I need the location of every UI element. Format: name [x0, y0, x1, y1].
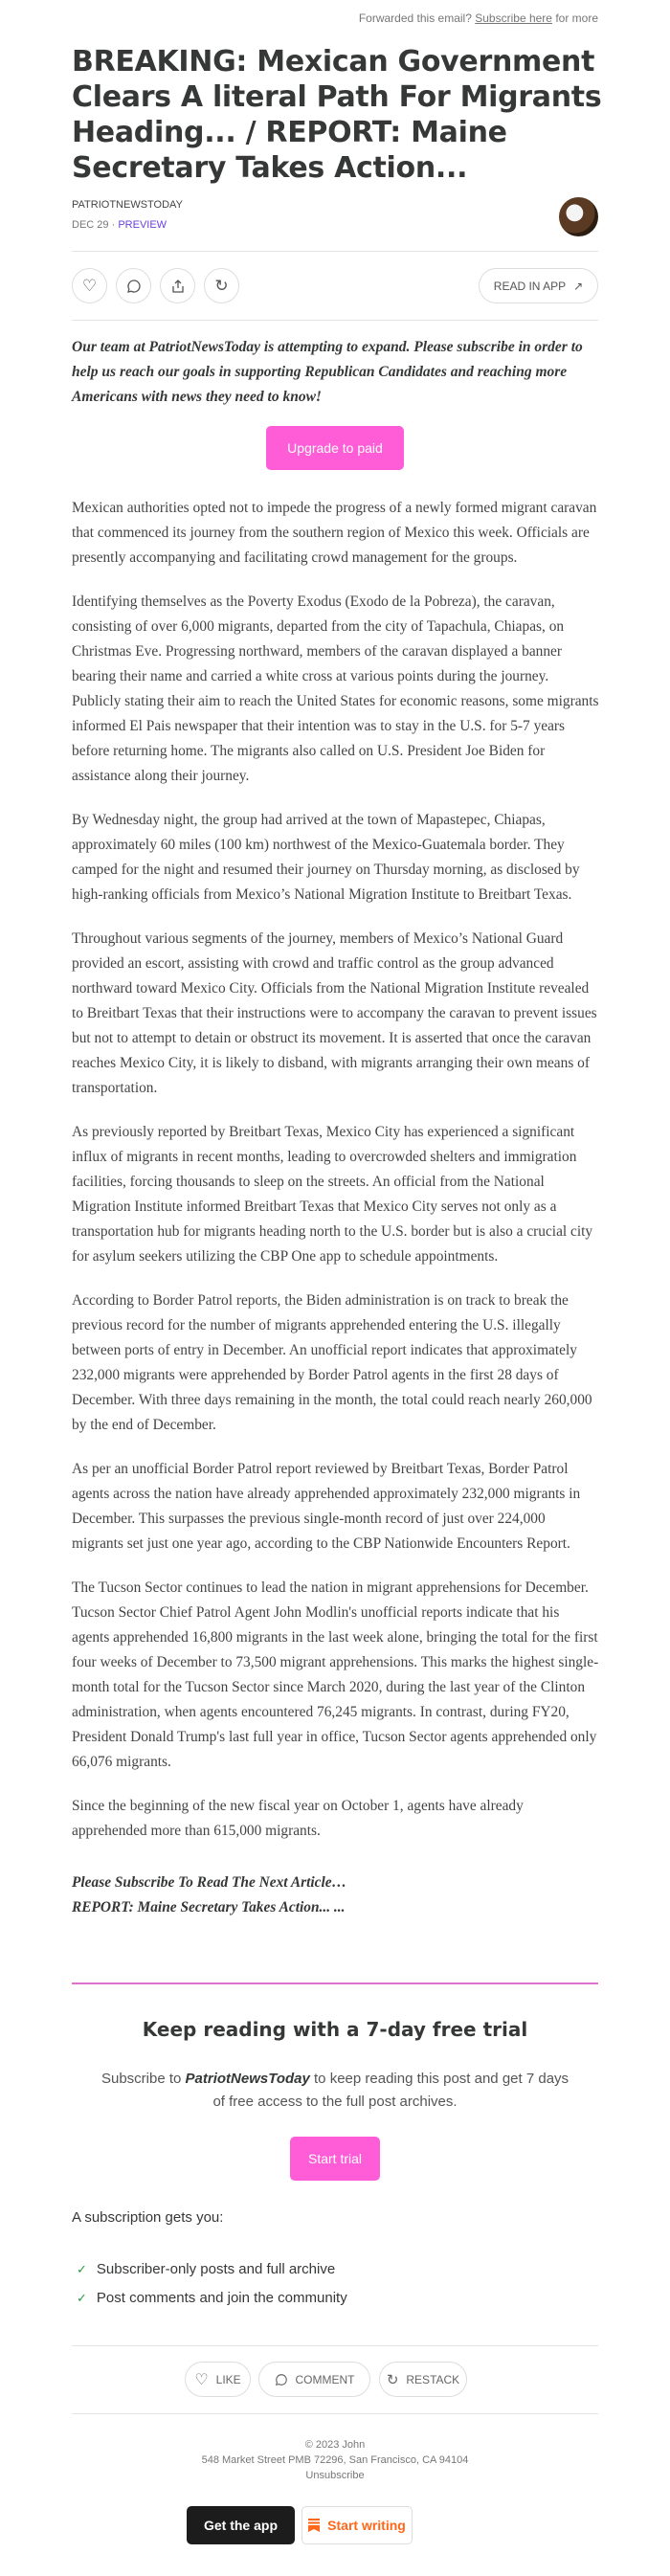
benefit-item [77, 2261, 335, 2277]
arrow-up-right-icon: ↗ [573, 279, 584, 293]
like-button[interactable] [185, 2362, 251, 2397]
comment-icon-button[interactable] [116, 268, 151, 303]
unsubscribe-link[interactable]: Unsubscribe [305, 2470, 365, 2481]
publication-name[interactable]: PATRIOTNEWSTODAY [72, 199, 183, 211]
paywall-divider [72, 1982, 598, 1984]
start-trial-button[interactable]: Start trial [290, 2137, 380, 2181]
divider [72, 2413, 598, 2414]
divider [72, 2345, 598, 2346]
start-writing-button[interactable] [302, 2506, 413, 2544]
address: 548 Market Street PMB 72296, San Francisco, CA 94104 [201, 2454, 469, 2466]
forwarded-notice [359, 11, 598, 25]
comment-icon [275, 2373, 288, 2386]
article-body [72, 496, 600, 1920]
post-date: DEC 29 [72, 219, 109, 231]
share-icon [170, 279, 186, 294]
restack-label: RESTACK [406, 2372, 460, 2386]
paragraph: As per an unofficial Border Patrol report reviewed by Breitbart Texas, Border Patrol agents across the nation have already apprehended approximately 232,000 migrants in December. This surpasses the previous single-month record of just over 224,000 migrants set just one year ago, according to the CBP Nationwide Encounters Report. [72, 1461, 581, 1552]
comment-icon [126, 279, 142, 294]
subscribe-here-link[interactable]: Subscribe here [475, 11, 552, 25]
sub-suffix: to keep reading this post and get 7 days of free access to the full post archives. [212, 2071, 570, 2110]
check-icon: ✓ [77, 2291, 87, 2305]
paragraph: Mexican authorities opted not to impede the progress of a newly formed migrant caravan that commenced its journey from the southern region of Mexico this week. Officials are presently accompanying and facilitating crowd management for the groups. [72, 500, 597, 566]
restack-icon: ↻ [386, 2371, 399, 2388]
paragraph: As previously reported by Breitbart Texas, Mexico City has experienced a significant influx of migrants in recent months, leading to overcrowded shelters and immigration facilities, forcing thousands to sleep on the streets. An official from the National Migration Institute informed Breitbart Texas that Mexico City serves not only as a transportation hub for migrants heading north to the U.S. border but is also a crucial city for asylum seekers utilizing the CBP One app to schedule appointments. [72, 1124, 593, 1265]
benefit-item [77, 2290, 347, 2306]
upgrade-to-paid-button[interactable]: Upgrade to paid [266, 426, 404, 470]
comment-label: COMMENT [295, 2372, 355, 2386]
read-in-app-button[interactable] [479, 268, 598, 303]
paragraph: The Tucson Sector continues to lead the nation in migrant apprehensions for December. Tucson Sector Chief Patrol Agent John Modlin's unofficial reports indicate that his agents apprehended 16,800 migrants in the last week alone, bringing the total for the first four weeks of December to 73,500 migrant apprehensions. This marks the highest single-month total for the Tucson Sector since March 2020, during the last year of the Clinton administration, when agents encountered 76,245 migrants. In contrast, during FY20, President Donald Trump's last full year in office, Tucson Sector agents apprehended only 66,076 migrants. [72, 1579, 599, 1770]
restack-icon-button[interactable]: ↻ [204, 268, 239, 303]
benefits-heading: A subscription gets you: [72, 2209, 224, 2226]
outro-line: REPORT: Maine Secretary Takes Action... ... [72, 1899, 346, 1915]
sub-publication: PatriotNewsToday [185, 2071, 310, 2087]
comment-button[interactable] [258, 2362, 370, 2397]
outro-line: Please Subscribe To Read The Next Article… [72, 1874, 346, 1891]
divider [72, 320, 598, 321]
check-icon: ✓ [77, 2262, 87, 2276]
read-in-app-label: READ IN APP [493, 279, 567, 293]
bookmark-icon [308, 2519, 320, 2532]
paragraph: By Wednesday night, the group had arrived at the town of Mapastepec, Chiapas, approximately 60 miles (100 km) northwest of the Mexico-Guatemala border. They camped for the night and resumed their journey on Thursday morning, as disclosed by high-ranking officials from Mexico’s National Migration Institute to Breitbart Texas. [72, 812, 580, 903]
meta-separator: · [111, 219, 116, 231]
benefit-label: Subscriber-only posts and full archive [96, 2261, 336, 2277]
divider [72, 251, 598, 252]
forwarded-text: Forwarded this email? [358, 11, 472, 25]
outro [72, 1870, 600, 1920]
paragraph: According to Border Patrol reports, the Biden administration is on track to break the previous record for the number of migrants apprehended entering the U.S. illegally between ports of entry in December. An unofficial report indicates that approximately 232,000 migrants were apprehended by Border Patrol agents in the first 28 days of December. With three days remaining in the month, the total could reach nearly 260,000 by the end of December. [72, 1292, 592, 1433]
like-icon-button[interactable]: ♡ [72, 268, 107, 303]
paragraph: Throughout various segments of the journey, members of Mexico’s National Guard provided an escort, assisting with crowd and traffic control as the group advanced northward toward Mexico City. Officials from the National Migration Institute revealed to Breitbart Texas that their instructions were to accompany the caravan to prevent issues but not to attempt to detain or obstruct its movement. It is asserted that once the caravan reaches Mexico City, it is likely to disband, with migrants arranging their own means of transportation. [72, 930, 597, 1096]
publication-avatar[interactable] [559, 197, 598, 236]
like-label: LIKE [215, 2372, 241, 2386]
post-title: BREAKING: Mexican Government Clears A literal Path For Migrants Heading... / REPORT: Maine Secretary Takes Action... [72, 45, 602, 185]
paywall-heading: Keep reading with a 7-day free trial [142, 2018, 528, 2041]
benefit-label: Post comments and join the community [96, 2290, 347, 2306]
for-more-text: for more [555, 11, 598, 25]
heart-icon: ♡ [194, 2371, 209, 2388]
start-writing-label: Start writing [327, 2518, 406, 2533]
intro-message: Our team at PatriotNewsToday is attempting to expand. Please subscribe in order to help us reach our goals in supporting Republican Candidates and reaching more Americans with news they need to know! [72, 339, 583, 405]
post-meta [72, 219, 167, 231]
get-the-app-button[interactable]: Get the app [187, 2506, 295, 2544]
paragraph: Identifying themselves as the Poverty Exodus (Exodo de la Pobreza), the caravan, consisting of over 6,000 migrants, departed from the city of Tapachula, Chiapas, on Christmas Eve. Progressing northward, members of the caravan displayed a banner bearing their name and carried a white cross at various points during the journey. Publicly stating their aim to reach the United States for economic reasons, some migrants informed El Pais newspaper that their intention was to stay in the U.S. for 5-7 years before returning home. The migrants also called on U.S. President Joe Biden for assistance along their journey. [72, 594, 599, 784]
share-icon-button[interactable] [160, 268, 195, 303]
sub-prefix: Subscribe to [100, 2071, 182, 2087]
paragraph: Since the beginning of the new fiscal year on October 1, agents have already apprehended more than 615,000 migrants. [72, 1798, 524, 1839]
preview-label: PREVIEW [118, 219, 168, 231]
copyright: © 2023 John [304, 2439, 366, 2451]
restack-button[interactable] [379, 2362, 467, 2397]
paywall-description [100, 2068, 570, 2114]
